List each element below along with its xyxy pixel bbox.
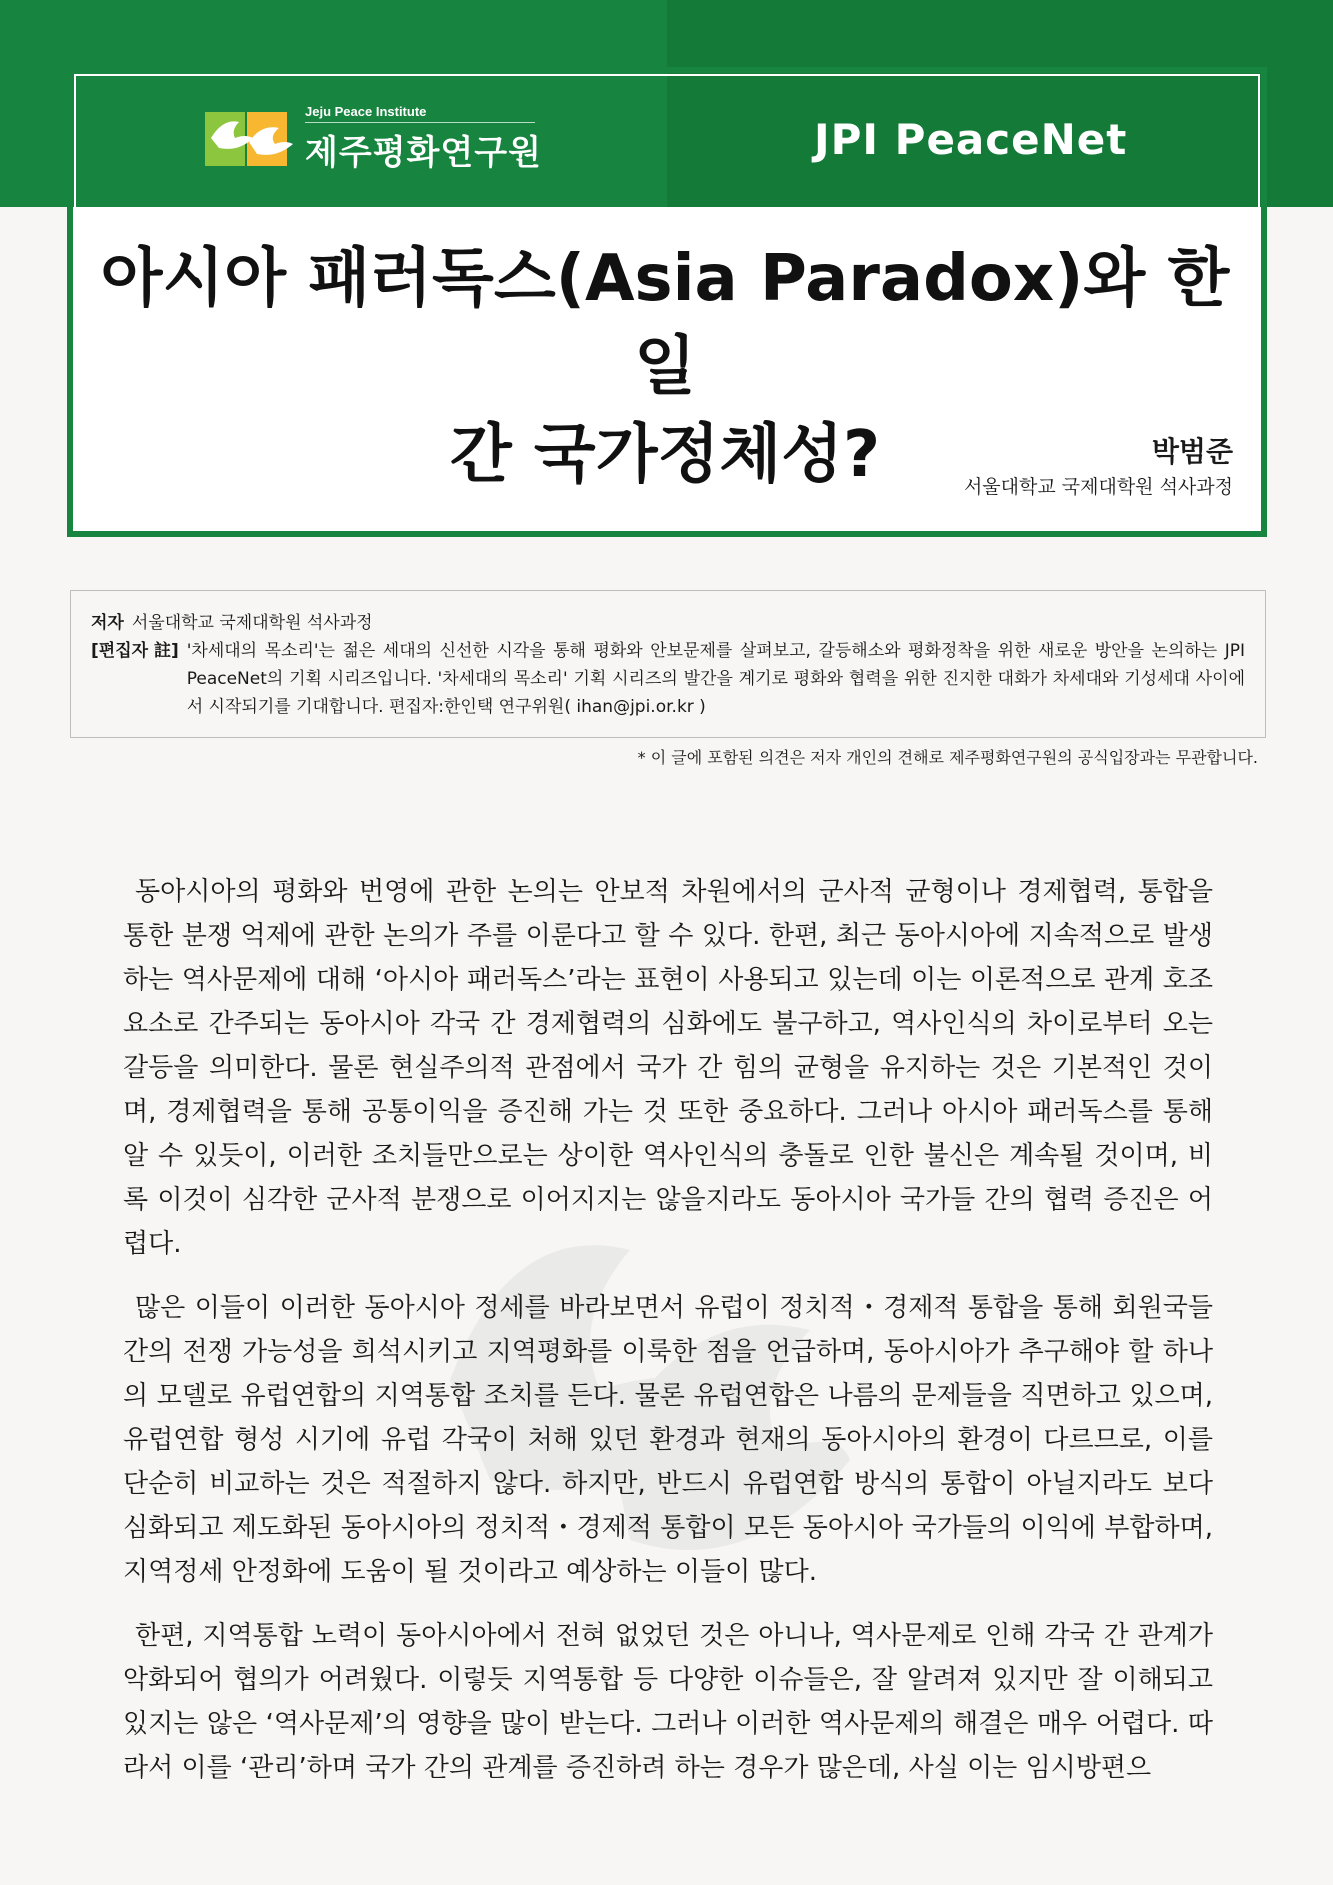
title-line-1: 아시아 패러독스(Asia Paradox)와 한일	[100, 242, 1230, 404]
disclaimer: * 이 글에 포함된 의견은 저자 개인의 견해로 제주평화연구원의 공식입장과는 무관합니다.	[637, 748, 1258, 767]
paragraph-2: 많은 이들이 이러한 동아시아 정세를 바라보면서 유럽이 정치적・경제적 통합을 통해 회원국들 간의 전쟁 가능성을 희석시키고 지역평화를 이룩한 점을 언급하며, 동아시아가 추구해야 할 하나의 모델로 유럽연합의 지역통합 조치를 든다. 물론 유럽연합은 나름의 문제들을 직면하고 있으며, 유럽연합 형성 시기에 유럽 각국이 처해 있던 환경과 현재의 동아시아의 환경이 다르므로, 이를 단순히 비교하는 것은 적절하지 않다. 하지만, 반드시 유럽연합 방식의 통합이 아닐지라도 보다 심화되고 제도화된 동아시아의 정치적・경제적 통합이 모든 동아시아 국가들의 이익에 부합하며, 지역정세 안정화에 도움이 될 것이라고 예상하는 이들이 많다.	[123, 1293, 1213, 1587]
logo-korean-name: 제주평화연구원	[305, 133, 542, 173]
author-note-row	[91, 609, 1245, 637]
jpi-peacenet-logo: JPI PeaceNet	[814, 115, 1128, 164]
author-name: 박범준	[1151, 435, 1233, 468]
article-body	[123, 870, 1213, 1810]
author-affiliation: 서울대학교 국제대학원 석사과정	[963, 476, 1233, 498]
editor-note-box	[70, 590, 1266, 738]
author-label: 저자	[91, 613, 124, 633]
title-line-2: 간 국가정체성?	[449, 418, 881, 492]
editor-note-row	[91, 637, 1245, 721]
author-note-text: 서울대학교 국제대학원 석사과정	[131, 613, 373, 633]
paragraph-3: 한편, 지역통합 노력이 동아시아에서 전혀 없었던 것은 아니나, 역사문제로 인해 각국 간 관계가 악화되어 협의가 어려웠다. 이렇듯 지역통합 등 다양한 이슈들은, 잘 알려져 있지만 잘 이해되고 있지는 않은 ‘역사문제’의 영향을 많이 받는다. 그러나 이러한 역사문제의 해결은 매우 어렵다. 따라서 이를 ‘관리’하며 국가 간의 관계를 증진하려 하는 경우가 많은데, 사실 이는 임시방편으	[123, 1621, 1213, 1783]
jeju-peace-institute-logo	[205, 104, 542, 173]
editor-label: [편집자 註]	[91, 641, 179, 661]
editor-note-text: '차세대의 목소리'는 젊은 세대의 신선한 시각을 통해 평화와 안보문제를 살펴보고, 갈등해소와 평화정착을 위한 새로운 방안을 논의하는 JPI PeaceNet의 기획 시리즈입니다. '차세대의 목소리' 기획 시리즈의 발간을 계기로 평화와 협력을 위한 진지한 대화가 차세대와 기성세대 사이에서 시작되기를 기대합니다. 편집자:한인택 연구위원( ihan@jpi.or.kr )	[186, 641, 1245, 717]
paragraph-1: 동아시아의 평화와 번영에 관한 논의는 안보적 차원에서의 군사적 균형이나 경제협력, 통합을 통한 분쟁 억제에 관한 논의가 주를 이룬다고 할 수 있다. 한편, 최근 동아시아에 지속적으로 발생하는 역사문제에 대해 ‘아시아 패러독스’라는 표현이 사용되고 있는데 이는 이론적으로 관계 호조 요소로 간주되는 동아시아 각국 간 경제협력의 심화에도 불구하고, 역사인식의 차이로부터 오는 갈등을 의미한다. 물론 현실주의적 관점에서 국가 간 힘의 균형을 유지하는 것은 기본적인 것이며, 경제협력을 통해 공통이익을 증진해 가는 것 또한 중요하다. 그러나 아시아 패러독스를 통해 알 수 있듯이, 이러한 조치들만으로는 상이한 역사인식의 충돌로 인한 불신은 계속될 것이며, 비록 이것이 심각한 군사적 분쟁으로 이어지지는 않을지라도 동아시아 국가들 간의 협력 증진은 어렵다.	[123, 877, 1213, 1259]
page-title	[90, 235, 1240, 499]
logo-english-name: Jeju Peace Institute	[305, 104, 535, 123]
dove-logo-icon	[205, 108, 295, 170]
